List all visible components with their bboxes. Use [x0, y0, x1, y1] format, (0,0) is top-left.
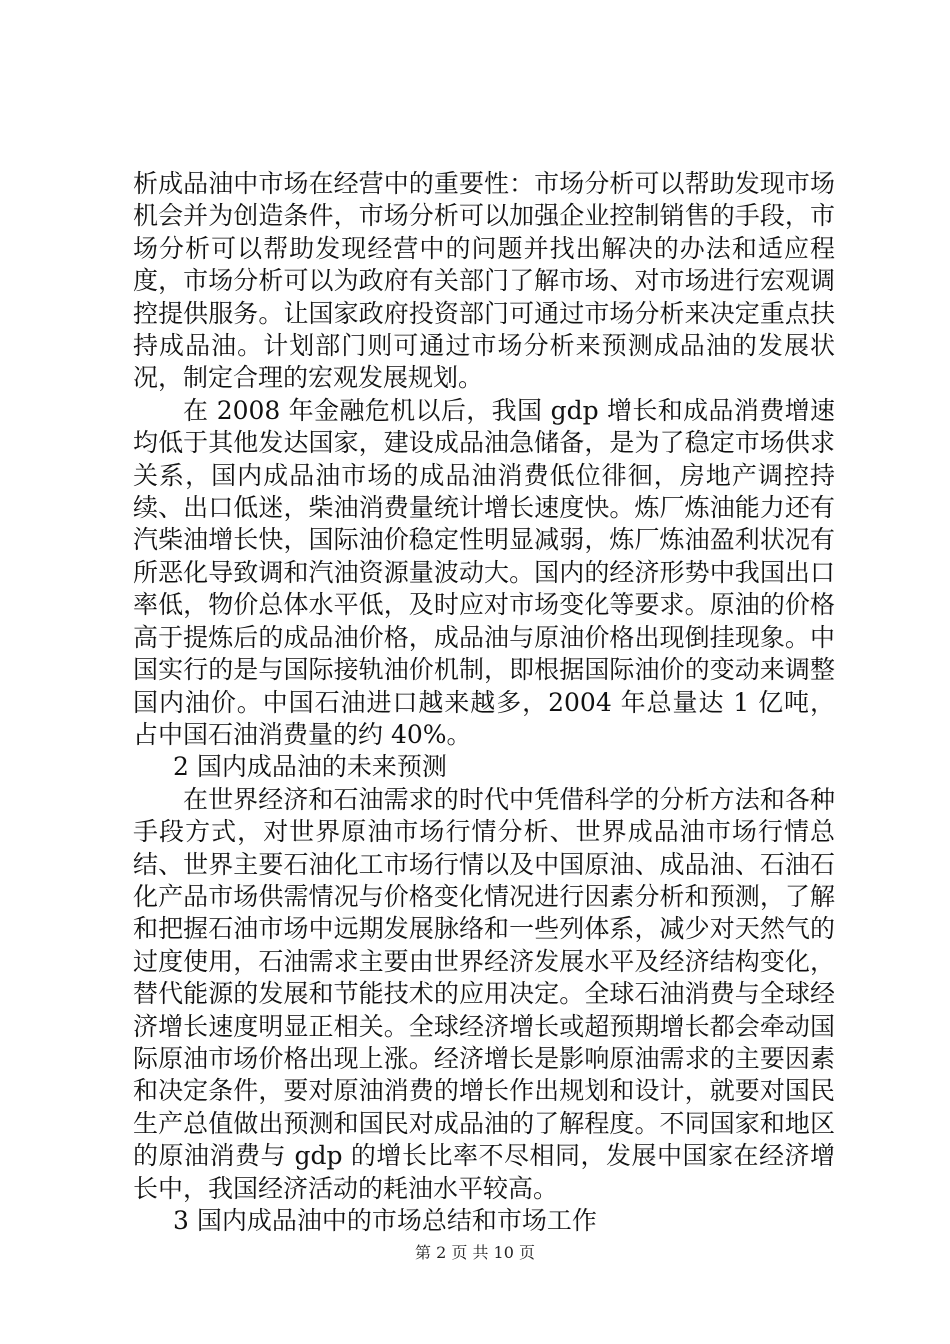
section-heading-summary: 3 国内成品油中的市场总结和市场工作 [173, 1206, 597, 1235]
paragraph-financial-crisis: 在 2008 年金融危机以后，我国 gdp 增长和成品消费增速均低于其他发达国家，建设成品油急储备，是为了稳定市场供求关系，国内成品油市场的成品油消费低位徘徊，房地产调控持续、出口低迷，柴油消费量统计增长速度快。炼厂炼油能力还有汽柴油增长快，国际油价稳定性明显减弱，炼厂炼油盈利状况有所恶化导致调和汽油资源量波动大。国内的经济形势中我国出口率低，物价总体水平低，及时应对市场变化等要求。原油的价格高于提炼后的成品油价格，成品油与原油价格出现倒挂现象。中国实行的是与国际接轨油价机制，即根据国际油价的变动来调整国内油价。中国石油进口越来越多，2004 年总量达 1 亿吨，占中国石油消费量的约 40%。 [133, 395, 835, 749]
section-heading-forecast: 2 国内成品油的未来预测 [173, 752, 447, 782]
page-footer: 第 2 页 共 10 页 [415, 1243, 535, 1262]
paragraph-forecast: 在世界经济和石油需求的时代中凭借科学的分析方法和各种手段方式，对世界原油市场行情分析、世界成品油市场行情总结、世界主要石油化工市场行情以及中国原油、成品油、石油石化产品市场供需情况与价格变化情况进行因素分析和预测，了解和把握石油市场中远期发展脉络和一些列体系，减少对天然气的过度使用，石油需求主要由世界经济发展水平及经济结构变化，替代能源的发展和节能技术的应用决定。全球石油消费与全球经济增长速度明显正相关。全球经济增长或超预期增长都会牵动国际原油市场价格出现上涨。经济增长是影响原油需求的主要因素和决定条件，要对原油消费的增长作出规划和设计，就要对国民生产总值做出预测和国民对成品油的了解程度。不同国家和地区的原油消费与 gdp 的增长比率不尽相同，发展中国家在经济增长中，我国经济活动的耗油水平较高。 [133, 784, 835, 1203]
document-body [133, 168, 835, 1237]
paragraph-market-analysis: 析成品油中市场在经营中的重要性：市场分析可以帮助发现市场机会并为创造条件，市场分析可以加强企业控制销售的手段，市场分析可以帮助发现经营中的问题并找出解决的办法和适应程度，市场分析可以为政府有关部门了解市场、对市场进行宏观调控提供服务。让国家政府投资部门可通过市场分析来决定重点扶持成品油。计划部门则可通过市场分析来预测成品油的发展状况，制定合理的宏观发展规划。 [133, 169, 835, 393]
